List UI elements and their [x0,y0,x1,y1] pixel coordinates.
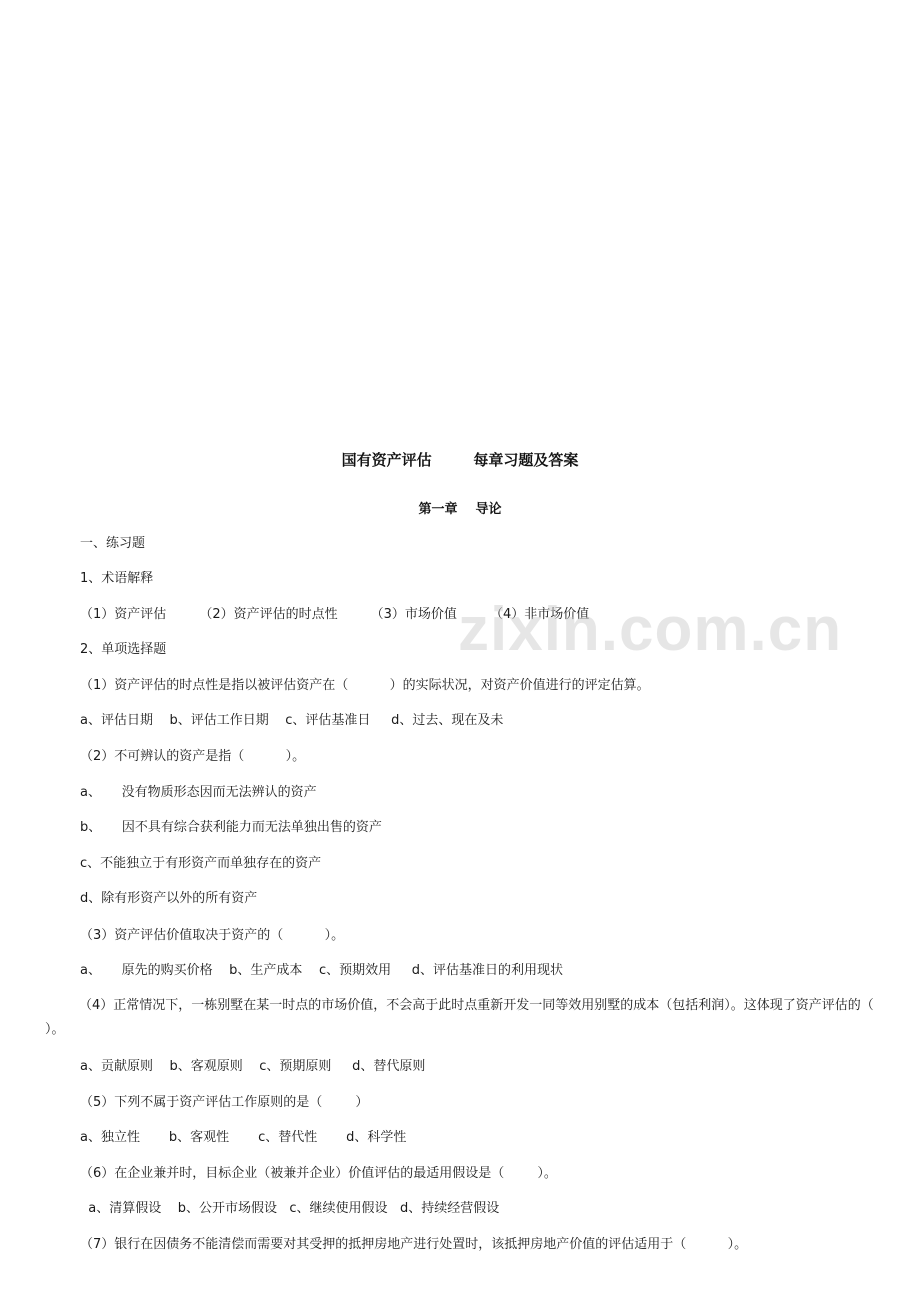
options-5: a、独立性 b、客观性 c、替代性 d、科学性 [80,1130,407,1145]
question-4: （4）正常情况下，一栋别墅在某一时点的市场价值，不会高于此时点重新开发一同等效用别墅的成本（包括利润）。这体现了资产评估的（ ）。 [45,998,874,1037]
question-7: （7）银行在因债务不能清偿而需要对其受押的抵押房地产进行处置时，该抵押房地产价值的评估适用于（ ）。 [80,1237,748,1252]
chapter-heading: 第一章 导论 [418,502,502,517]
subsection-heading: 2、单项选择题 [80,642,167,657]
option-2a: a、 没有物质形态因而无法辨认的资产 [80,785,317,800]
watermark-logo: zixin.com.cn [458,595,843,664]
subsection-heading: 1、术语解释 [80,571,154,586]
question-5: （5）下列不属于资产评估工作原则的是（ ） [80,1095,369,1110]
section-heading: 一、练习题 [80,536,146,551]
option-2b: b、 因不具有综合获利能力而无法单独出售的资产 [80,820,382,835]
term-list: （1）资产评估 （2）资产评估的时点性 （3）市场价值 （4）非市场价值 [80,607,590,622]
question-6: （6）在企业兼并时，目标企业（被兼并企业）价值评估的最适用假设是（ ）。 [80,1166,557,1181]
options-4: a、贡献原则 b、客观原则 c、预期原则 d、替代原则 [80,1059,426,1074]
options-3: a、 原先的购买价格 b、生产成本 c、预期效用 d、评估基准日的利用现状 [80,963,563,978]
options-6: a、清算假设 b、公开市场假设 c、继续使用假设 d、持续经营假设 [80,1201,500,1216]
document-title: 国有资产评估 每章习题及答案 [341,451,579,469]
question-2: （2）不可辨认的资产是指（ ）。 [80,749,306,764]
option-2c: c、不能独立于有形资产而单独存在的资产 [80,856,322,871]
options-1: a、评估日期 b、评估工作日期 c、评估基准日 d、过去、现在及未 [80,713,504,728]
question-3: （3）资产评估价值取决于资产的（ ）。 [80,928,345,943]
option-2d: d、除有形资产以外的所有资产 [80,891,258,906]
question-1: （1）资产评估的时点性是指以被评估资产在（ ）的实际状况，对资产价值进行的评定估算。 [80,678,650,693]
